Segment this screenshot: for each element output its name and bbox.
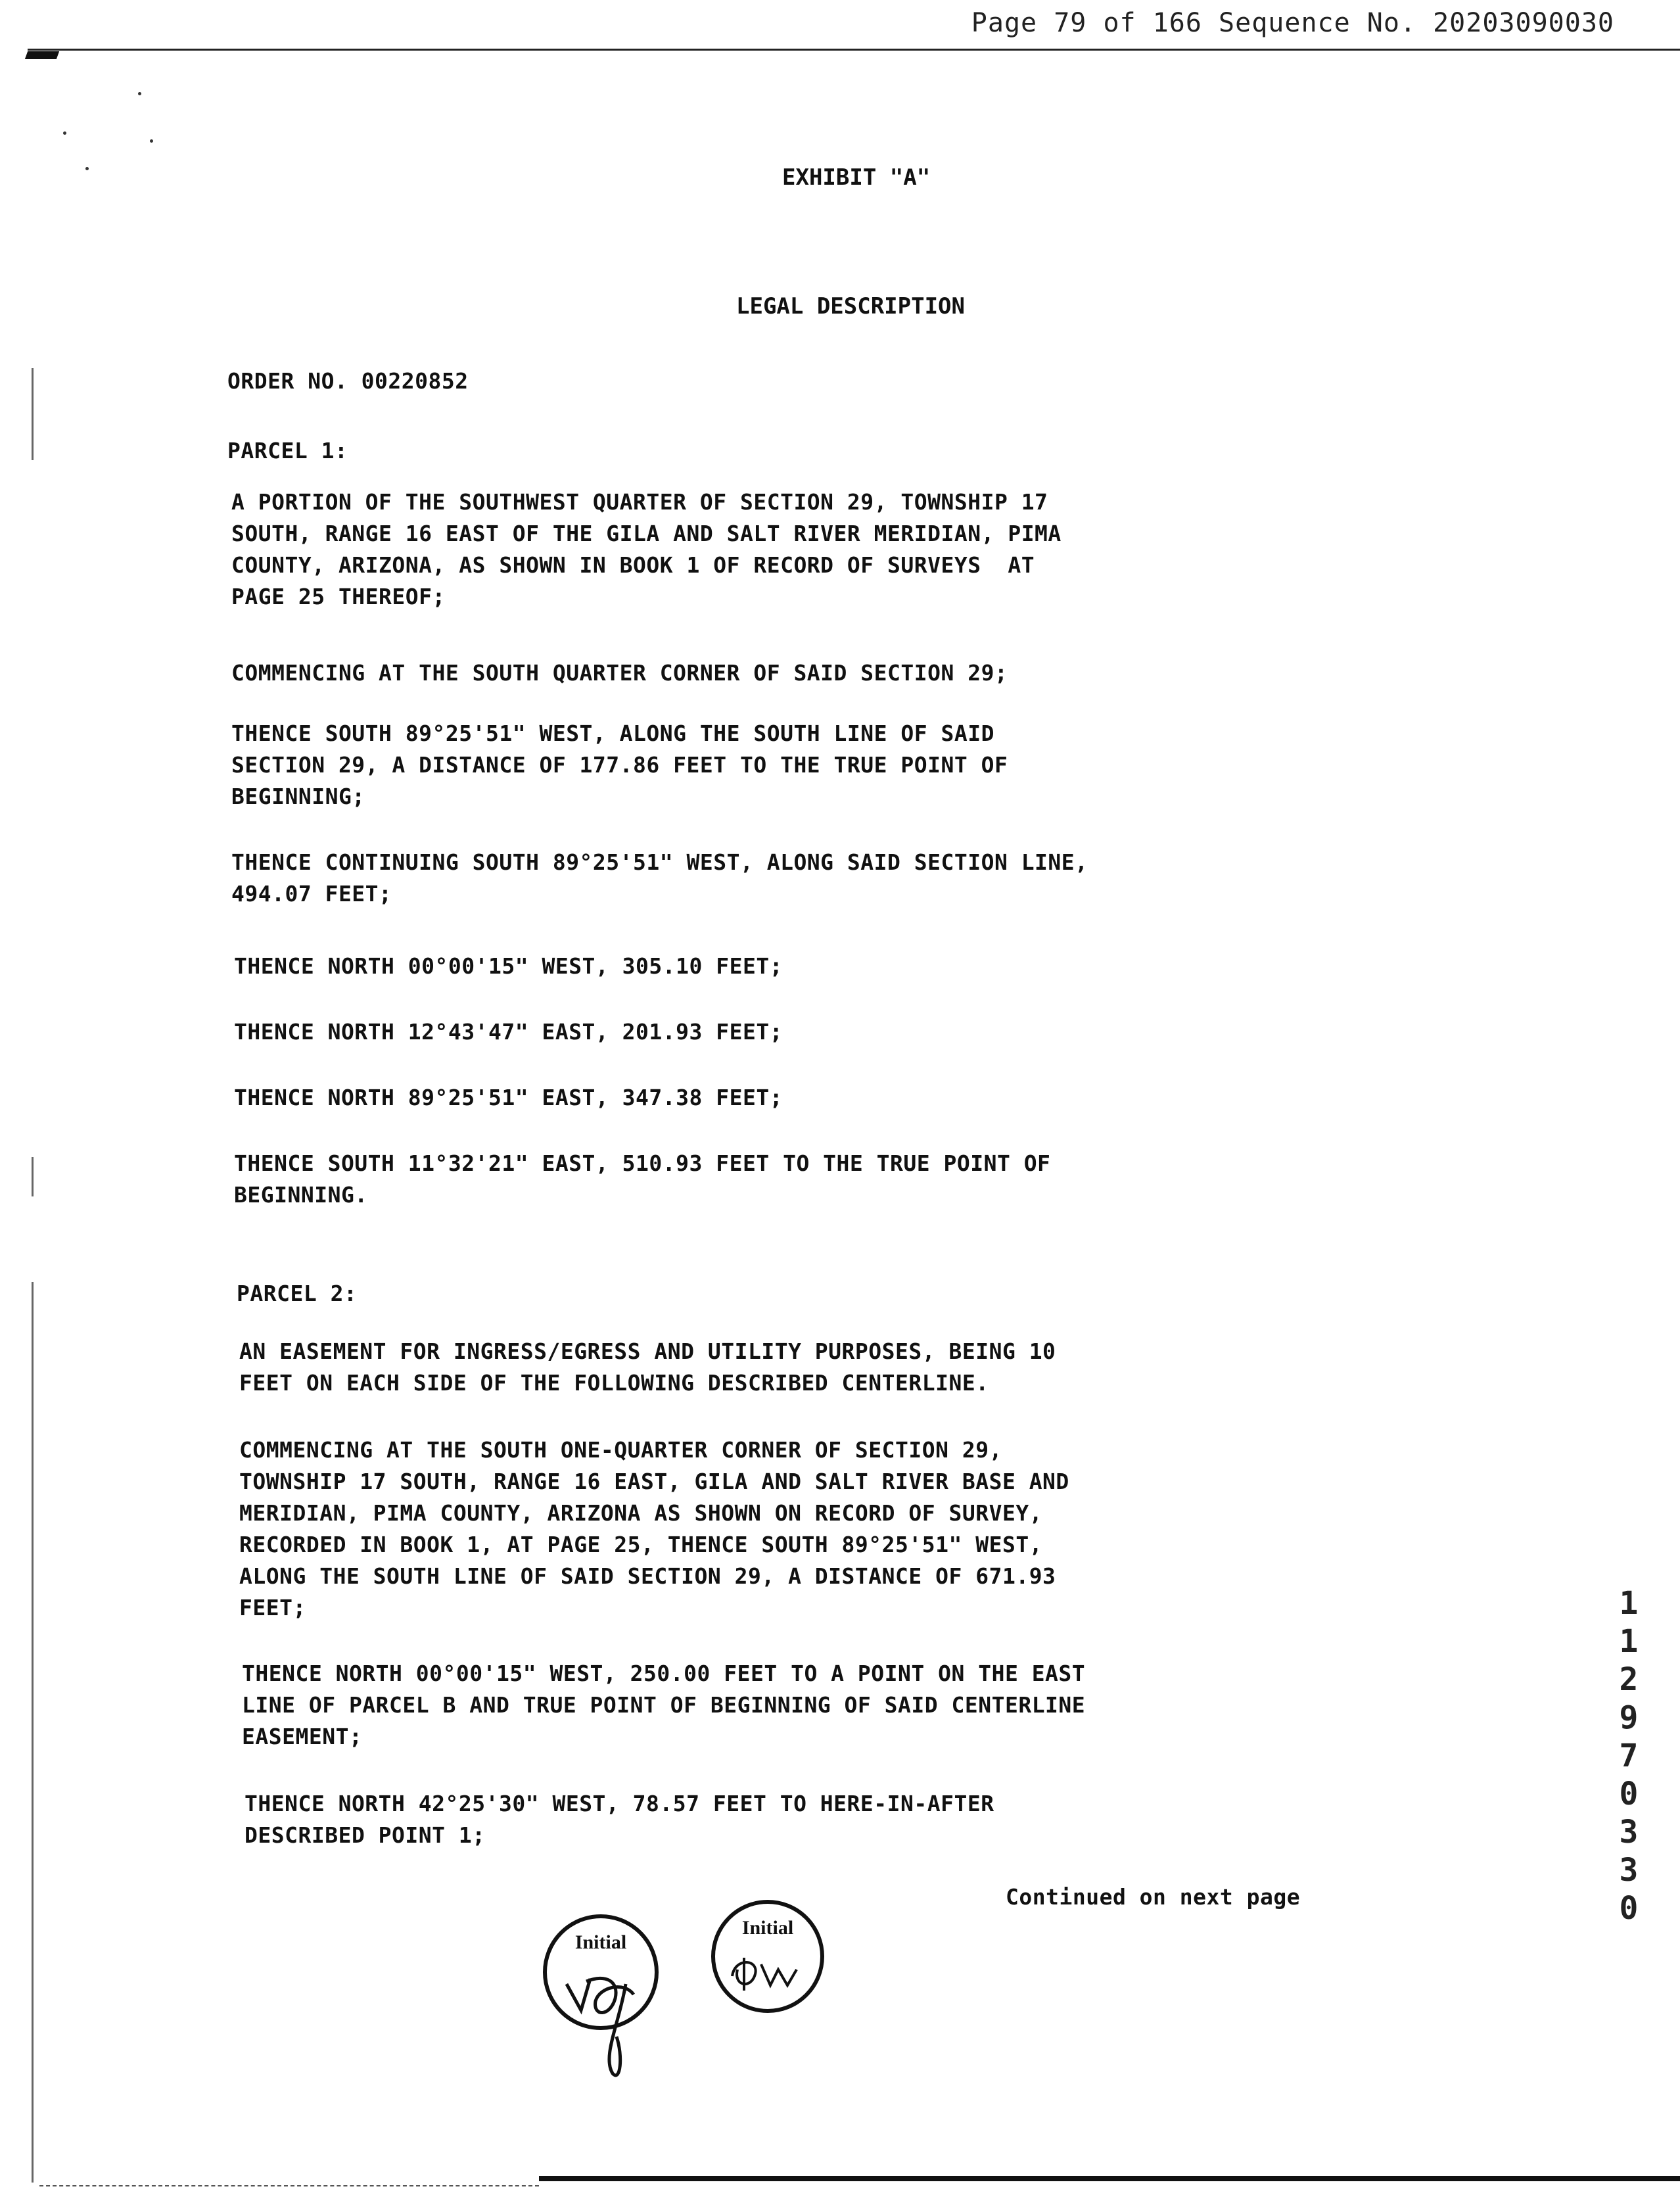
- parcel1-paragraph: THENCE NORTH 00°00'15" WEST, 305.10 FEET;: [234, 953, 783, 979]
- header-rule: [28, 49, 1680, 51]
- initial-label: Initial: [574, 1931, 627, 1953]
- parcel1-heading: PARCEL 1:: [227, 438, 348, 463]
- parcel1-paragraph: COMMENCING AT THE SOUTH QUARTER CORNER OF SAID SECTION 29;: [231, 660, 1008, 686]
- scan-speck: [138, 92, 141, 95]
- bottom-rule: [539, 2176, 1680, 2181]
- parcel2-paragraph: COMMENCING AT THE SOUTH ONE-QUARTER CORNER OF SECTION 29, TOWNSHIP 17 SOUTH, RANGE 16 EAST, GILA AND SALT RIVER BASE AND MERIDIAN, PIMA COUNTY, ARIZONA AS SHOWN ON RECORD OF SURVEY, RECORDED IN BOOK 1, AT PAGE 25, THENCE SOUTH 89°25'51" WEST, ALONG THE SOUTH LINE OF SAID SECTION 29, A DISTANCE OF 671.93 FEET;: [239, 1437, 1069, 1620]
- side-recording-number: 1 1 2 9 7 0 3 3 0: [1619, 1585, 1639, 1927]
- exhibit-title: EXHIBIT "A": [782, 164, 931, 191]
- bottom-dashed-edge: [39, 2185, 539, 2188]
- initial-stamp: [543, 1914, 659, 2030]
- document-title: LEGAL DESCRIPTION: [736, 293, 965, 319]
- parcel1-paragraph: THENCE SOUTH 11°32'21" EAST, 510.93 FEET TO THE TRUE POINT OF BEGINNING.: [234, 1150, 1051, 1208]
- corner-mark: [25, 51, 59, 59]
- margin-mark: [32, 1157, 34, 1196]
- signature-icon: [547, 1918, 655, 2089]
- parcel1-paragraph: THENCE CONTINUING SOUTH 89°25'51" WEST, ALONG SAID SECTION LINE, 494.07 FEET;: [231, 849, 1088, 907]
- margin-mark: [32, 1282, 34, 2183]
- order-number: ORDER NO. 00220852: [227, 368, 469, 394]
- parcel2-heading: PARCEL 2:: [237, 1281, 358, 1306]
- page-header: Page 79 of 166 Sequence No. 20203090030: [971, 8, 1614, 38]
- parcel1-paragraph: THENCE NORTH 12°43'47" EAST, 201.93 FEET;: [234, 1019, 783, 1045]
- continued-note: Continued on next page: [1006, 1884, 1301, 1910]
- scan-speck: [63, 131, 66, 135]
- scan-speck: [85, 167, 89, 170]
- parcel1-paragraph: THENCE NORTH 89°25'51" EAST, 347.38 FEET;: [234, 1085, 783, 1110]
- parcel1-paragraph: A PORTION OF THE SOUTHWEST QUARTER OF SECTION 29, TOWNSHIP 17 SOUTH, RANGE 16 EAST OF THE GILA AND SALT RIVER MERIDIAN, PIMA COUNTY, ARIZONA, AS SHOWN IN BOOK 1 OF RECORD OF SURVEYS AT PAGE 25 THEREOF;: [231, 489, 1062, 609]
- margin-mark: [32, 368, 34, 460]
- parcel1-paragraph: THENCE SOUTH 89°25'51" WEST, ALONG THE SOUTH LINE OF SAID SECTION 29, A DISTANCE OF 177.86 FEET TO THE TRUE POINT OF BEGINNING;: [231, 721, 1008, 809]
- signature-icon: [715, 1904, 820, 2009]
- parcel2-paragraph: AN EASEMENT FOR INGRESS/EGRESS AND UTILITY PURPOSES, BEING 10 FEET ON EACH SIDE OF THE FOLLOWING DESCRIBED CENTERLINE.: [239, 1338, 1056, 1396]
- parcel2-paragraph: THENCE NORTH 00°00'15" WEST, 250.00 FEET TO A POINT ON THE EAST LINE OF PARCEL B AND TRUE POINT OF BEGINNING OF SAID CENTERLINE EASEMENT;: [242, 1661, 1086, 1749]
- initial-stamp: [711, 1900, 824, 2013]
- parcel2-paragraph: THENCE NORTH 42°25'30" WEST, 78.57 FEET TO HERE-IN-AFTER DESCRIBED POINT 1;: [245, 1791, 994, 1848]
- initial-label: Initial: [741, 1917, 794, 1939]
- scan-speck: [150, 139, 153, 143]
